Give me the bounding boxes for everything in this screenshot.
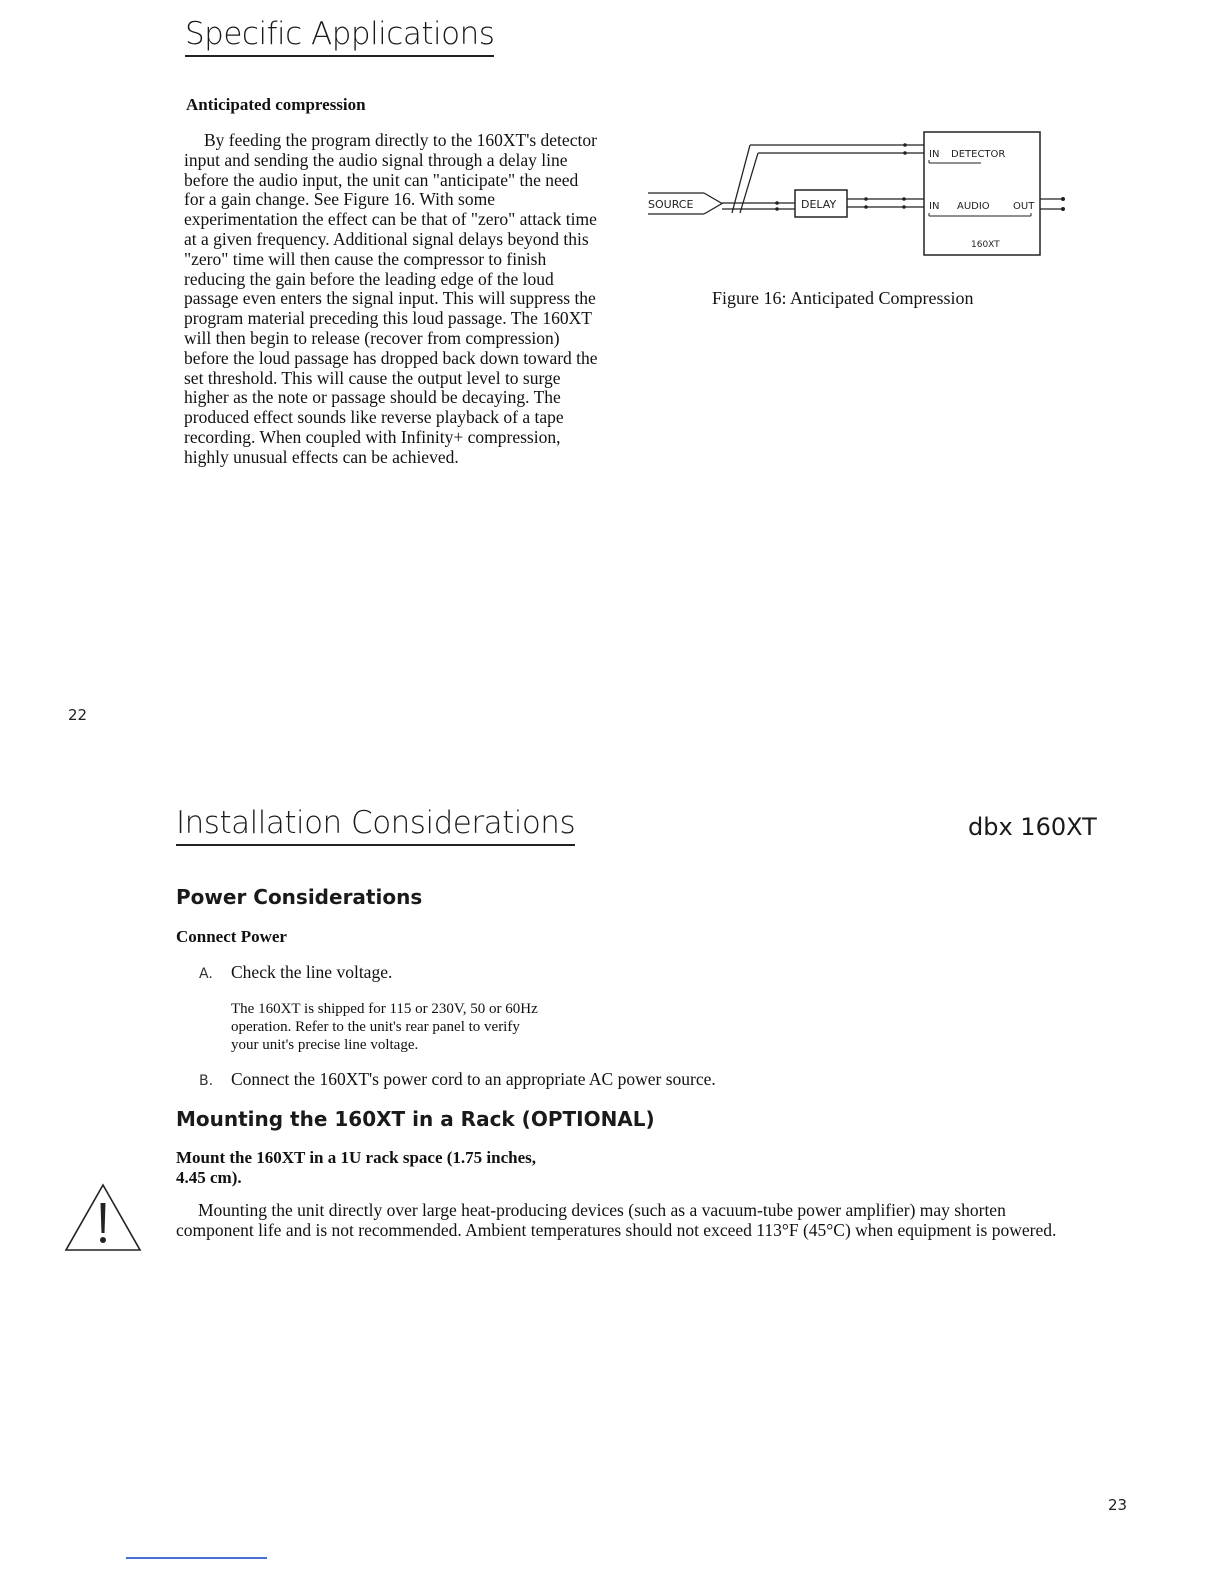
connect-power-subhead: Connect Power	[176, 927, 287, 946]
detector-in-label: IN	[929, 149, 940, 160]
page-number-23: 23	[1108, 1496, 1128, 1514]
audio-label: AUDIO	[957, 201, 990, 212]
anticipated-compression-paragraph: By feeding the program directly to the 160XT's detector input and sending the audio signal through a delay line before the audio input, the unit can "anticipate" the need for a gain change. See Figure 16. With some experimentation the effect can be that of "zero" attack time at a given frequency. Additional signal delays beyond this "zero" time will then cause the compressor to finish reducing the gain before the leading edge of the loud passage even enters the signal input. This will suppress the program material preceding this loud passage. The 160XT will then begin to release (recover from compression) before the loud passage has dropped back down toward the set threshold. This will cause the output level to surge higher as the note or passage should be decaying. The produced effect sounds like reverse playback of a tape recording. When coupled with Infinity+ compression, highly unusual effects can be achieved.	[184, 130, 598, 467]
step-a-letter: A.	[199, 966, 213, 982]
anticipated-compression-diagram	[640, 125, 1080, 265]
figure-caption: Figure 16: Anticipated Compression	[712, 288, 974, 308]
step-a-text: Check the line voltage.	[231, 962, 393, 982]
subsection-anticipated-compression: Anticipated compression	[186, 95, 366, 114]
mounting-subhead-line-1: Mount the 160XT in a 1U rack space (1.75 inches,	[176, 1148, 536, 1167]
bottom-rule	[126, 1557, 267, 1559]
voltage-note-line-1: The 160XT is shipped for 115 or 230V, 50 or 60Hz	[231, 1001, 538, 1017]
source-label: SOURCE	[648, 198, 694, 211]
mounting-subhead-line-2: 4.45 cm).	[176, 1168, 242, 1187]
voltage-note-line-3: your unit's precise line voltage.	[231, 1037, 419, 1053]
step-b-letter: B.	[199, 1073, 214, 1089]
page-title-installation-considerations: Installation Considerations	[176, 806, 575, 846]
detector-label: DETECTOR	[951, 149, 1006, 160]
mounting-subhead	[176, 1148, 536, 1188]
power-considerations-heading: Power Considerations	[176, 885, 423, 909]
audio-in-label: IN	[929, 201, 940, 212]
voltage-note	[231, 1000, 538, 1054]
page-title-specific-applications: Specific Applications	[185, 17, 494, 57]
unit-label: 160XT	[971, 240, 1000, 250]
voltage-note-line-2: operation. Refer to the unit's rear panel to verify	[231, 1019, 520, 1035]
delay-label: DELAY	[801, 198, 837, 211]
brand-label: dbx 160XT	[968, 813, 1097, 841]
warning-icon	[64, 1183, 142, 1253]
page-number-22: 22	[68, 706, 88, 724]
mounting-heading: Mounting the 160XT in a Rack (OPTIONAL)	[176, 1107, 655, 1131]
mounting-warning-text: Mounting the unit directly over large heat-producing devices (such as a vacuum-tube power amplifier) may shorten component life and is not recommended. Ambient temperatures should not exceed 113°F (45°C) when equipment is powered.	[176, 1200, 1057, 1240]
step-b-text: Connect the 160XT's power cord to an appropriate AC power source.	[231, 1069, 716, 1089]
audio-out-label: OUT	[1013, 201, 1035, 212]
